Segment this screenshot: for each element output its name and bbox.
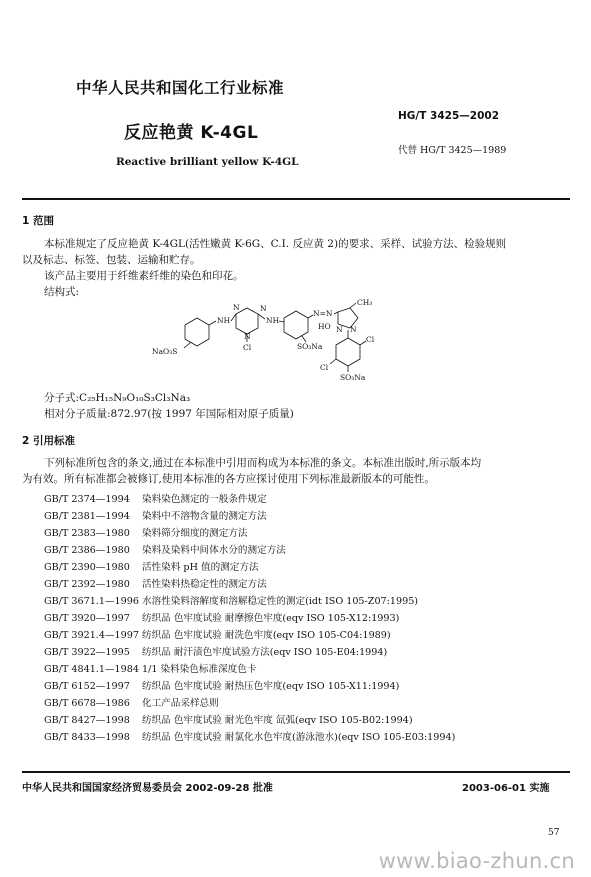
reference-item <box>44 644 387 658</box>
section-1-para1-line2: 以及标志、标签、包装、运输和贮存。 <box>22 254 201 266</box>
org-title: 中华人民共和国化工行业标准 <box>76 79 285 97</box>
section-1-heading: 1 范围 <box>22 215 54 227</box>
standard-number: HG/T 3425—2002 <box>398 110 500 122</box>
reference-title: 活性染料 pH 值的测定方法 <box>142 562 259 573</box>
so3na-middle-label: SO₃Na <box>297 342 323 351</box>
reference-code: GB/T 2390—1980 <box>44 562 130 573</box>
page-number: 57 <box>548 828 560 838</box>
reference-item <box>44 508 267 522</box>
reference-title: 染料中不溶物含量的测定方法 <box>142 511 267 522</box>
reference-item <box>44 712 413 726</box>
section-2-heading: 2 引用标准 <box>22 435 75 447</box>
approval-line: 中华人民共和国国家经济贸易委员会 2002-09-28 批准 <box>22 783 273 794</box>
ho-label: HO <box>318 322 331 331</box>
section-2-intro-line2: 为有效。所有标准都会被修订,使用本标准的各方应探讨使用下列标准最新版本的可能性。 <box>22 473 435 485</box>
reference-item <box>44 525 248 539</box>
reference-code: GB/T 2381—1994 <box>44 511 130 522</box>
molecular-mass: 相对分子质量:872.97(按 1997 年国际相对原子质量) <box>44 408 294 420</box>
replaces-standard: 代替 HG/T 3425—1989 <box>398 145 507 156</box>
reference-item <box>44 678 399 692</box>
reference-item <box>44 661 256 675</box>
reference-title: 化工产品采样总则 <box>142 698 219 709</box>
section-1-para2: 该产品主要用于纤维素纤维的染色和印花。 <box>44 270 244 282</box>
reference-title: 纺织品 色牢度试验 耐氯化水色牢度(游泳池水)(eqv ISO 105-E03:1994) <box>142 732 456 743</box>
reference-title: 纺织品 色牢度试验 耐光色牢度 氙弧(eqv ISO 105-B02:1994) <box>142 715 413 726</box>
header-rule <box>22 198 570 200</box>
reference-title: 染料及染料中间体水分的测定方法 <box>142 545 286 556</box>
cl-ring-top-label: Cl <box>366 335 375 344</box>
azo-label: N=N <box>313 309 333 318</box>
cl-ring-bottom-label: Cl <box>320 363 329 372</box>
reference-item <box>44 542 286 556</box>
pyrazole-n1-label: N <box>336 325 343 334</box>
reference-code: GB/T 3920—1997 <box>44 613 130 624</box>
reference-title: 纺织品 色牢度试验 耐热压色牢度(eqv ISO 105-X11:1994) <box>142 681 400 692</box>
reference-item <box>44 695 219 709</box>
reference-code: GB/T 8433—1998 <box>44 732 130 743</box>
reference-title: 纺织品 耐汗渍色牢度试验方法(eqv ISO 105-E04:1994) <box>142 647 388 658</box>
reference-code: GB/T 3922—1995 <box>44 647 130 658</box>
reference-title: 染料染色测定的一般条件规定 <box>142 494 267 505</box>
implementation-date: 2003-06-01 实施 <box>462 783 550 794</box>
triazine-cl-label: Cl <box>243 343 252 352</box>
structural-formula <box>150 298 410 398</box>
ch3-label: CH₃ <box>357 298 373 307</box>
triazine-n1-label: N <box>233 303 240 312</box>
reference-code: GB/T 8427—1998 <box>44 715 130 726</box>
molecular-formula-value: C₂₅H₁₅N₉O₁₀S₃Cl₃Na₃ <box>79 392 191 404</box>
triazine-n3-label: N <box>244 332 251 341</box>
reference-title: 纺织品 色牢度试验 耐摩擦色牢度(eqv ISO 105-X12:1993) <box>142 613 400 624</box>
reference-item <box>44 610 399 624</box>
structure-label: 结构式: <box>44 286 80 298</box>
so3na-bottom-label: SO₃Na <box>340 373 366 382</box>
reference-item <box>44 559 259 573</box>
section-1-para1-line1: 本标准规定了反应艳黄 K-4GL(活性嫩黄 K-6G、C.I. 反应黄 2)的要求、采样、试验方法、检验规则 <box>44 238 507 250</box>
reference-code: GB/T 6678—1986 <box>44 698 130 709</box>
reference-code: GB/T 2392—1980 <box>44 579 130 590</box>
watermark: www.biao-zhun.cn <box>378 849 575 873</box>
nh-left-label: NH <box>217 316 231 325</box>
triazine-n2-label: N <box>260 304 267 313</box>
naso3-label: NaO₃S <box>152 347 178 356</box>
pyrazole-n2-label: N <box>350 325 357 334</box>
footer-rule <box>22 771 570 773</box>
reference-item <box>44 593 418 607</box>
reference-code: GB/T 3671.1—1996 <box>44 596 139 607</box>
reference-code: GB/T 2386—1980 <box>44 545 130 556</box>
molecular-formula <box>44 390 190 406</box>
reference-code: GB/T 4841.1—1984 <box>44 664 139 675</box>
reference-title: 纺织品 色牢度试验 耐洗色牢度(eqv ISO 105-C04:1989) <box>142 630 391 641</box>
section-2-intro-line1: 下列标准所包含的条文,通过在本标准中引用而构成为本标准的条文。本标准出版时,所示版本均 <box>44 457 482 469</box>
document-title-cn: 反应艳黄 K-4GL <box>124 123 259 143</box>
reference-code: GB/T 3921.4—1997 <box>44 630 139 641</box>
reference-code: GB/T 2374—1994 <box>44 494 130 505</box>
reference-item <box>44 627 391 641</box>
reference-item <box>44 729 455 743</box>
reference-item <box>44 491 267 505</box>
molecular-formula-prefix: 分子式: <box>44 392 80 404</box>
reference-item <box>44 576 267 590</box>
reference-code: GB/T 6152—1997 <box>44 681 130 692</box>
nh-right-label: NH <box>266 316 280 325</box>
document-title-en: Reactive brilliant yellow K-4GL <box>116 156 299 168</box>
reference-title: 1/1 染料染色标准深度色卡 <box>142 664 257 675</box>
reference-title: 染料筛分细度的测定方法 <box>142 528 248 539</box>
reference-code: GB/T 2383—1980 <box>44 528 130 539</box>
reference-title: 水溶性染料溶解度和溶解稳定性的测定(idt ISO 105-Z07:1995) <box>142 596 419 607</box>
reference-title: 活性染料热稳定性的测定方法 <box>142 579 267 590</box>
